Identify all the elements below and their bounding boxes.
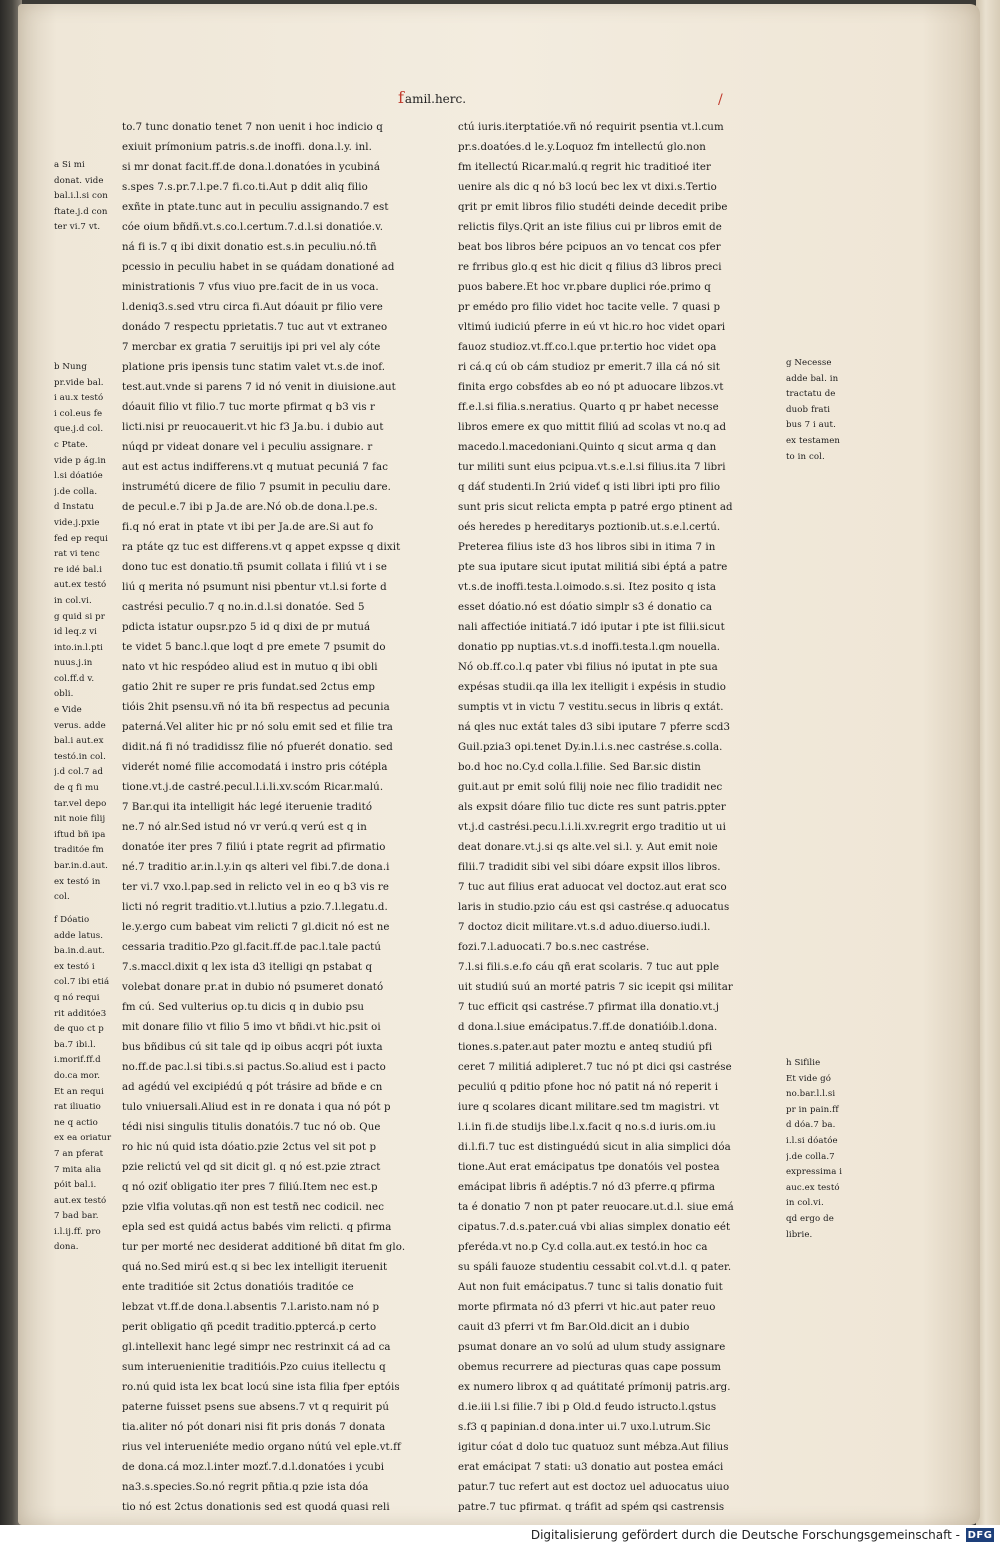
text-line: fozi.7.l.aduocati.7 bo.s.nec castrése.	[458, 942, 650, 953]
text-line: quá no.Sed mirú est.q si bec lex intelligit iteruenit	[122, 1262, 388, 1273]
gloss-line: bar.in.d.aut.	[54, 861, 108, 871]
text-line: re frribus glo.q est hic dicit q filius d3 libros preci	[458, 262, 722, 273]
text-line: le.y.ergo cum babeat vim relicti 7 gl.dicit nó est ne	[122, 922, 390, 933]
gloss-line: i.l.ij.ff. pro	[54, 1226, 101, 1237]
gloss-line: aut.ex testó	[54, 1195, 107, 1206]
text-line: iure q scolares dicant militare.sed tm magistri. vt	[458, 1102, 720, 1113]
gloss-line: auc.ex testó	[786, 1182, 840, 1193]
text-line: 7 tuc aut filius erat aduocat vel doctoz.aut erat sco	[458, 882, 727, 893]
gloss-line: c Ptate.	[54, 439, 88, 450]
text-line: te videt 5 banc.l.que loqt d pre emete 7 psumit do	[122, 642, 386, 653]
gloss-line: pr.vide bal.	[54, 377, 104, 388]
text-line: test.aut.vnde si parens 7 id nó venit in diuisione.aut	[122, 382, 396, 393]
gloss-line: ter vi.7 vt.	[54, 222, 101, 233]
text-line: gl.intellexit hanc legé simpr nec restrinxit cá ad ca	[122, 1342, 391, 1353]
text-line: ad agédú vel excipiédú q pót trásire ad bñde e cn	[122, 1082, 383, 1093]
margin-gloss	[54, 360, 120, 906]
text-line: ff.e.l.si filia.s.neratius. Quarto q pr habet necesse	[458, 402, 719, 413]
text-line: 7 doctoz dicit militare.vt.s.d aduo.diuerso.iudi.l.	[458, 922, 711, 933]
text-line: ministrationis 7 vfus viuo pre.facit de in us voca.	[122, 282, 379, 293]
text-line: ro hic nú quid ista dóatio.pzie 2ctus vel sit pot p	[122, 1142, 377, 1153]
text-line: dóauit filio vt filio.7 tuc morte pfirmat q b3 vis r	[122, 402, 376, 413]
gloss-line: 7 bad bar.	[54, 1211, 99, 1222]
text-line: ná fi is.7 q ibi dixit donatio est.s.in peculiu.nó.tñ	[122, 242, 377, 253]
gloss-line: qd ergo de	[786, 1213, 834, 1224]
text-line: patur.7 tuc refert aut est doctoz uel aduocatus uiuo	[458, 1482, 730, 1493]
text-line: 7.l.si fili.s.e.fo cáu qñ erat scolaris. 7 tuc aut pple	[458, 962, 720, 973]
text-line: donádo 7 respectu pprietatis.7 tuc aut vt extraneo	[122, 322, 388, 333]
text-line: ná qles nuc extát tales d3 sibi iputare 7 pferre scd3	[458, 722, 731, 733]
text-line: ctú iuris.iterptatióe.vñ nó requirit psentia vt.l.cum	[458, 122, 724, 133]
text-line: liú q merita nó psumunt nisi pbentur vt.l.si forte d	[122, 582, 387, 593]
gloss-line: expressima i	[786, 1167, 843, 1178]
gloss-line: donat. vide	[54, 175, 104, 186]
text-line: Aut non fuit emácipatus.7 tunc si talis donatio fuit	[458, 1282, 723, 1293]
gloss-line: re idé bal.i	[54, 564, 103, 575]
gloss-line: póit bal.i.	[54, 1180, 97, 1191]
text-line: né.7 traditio ar.in.l.y.in qs alteri vel fibi.7.de dona.i	[122, 862, 390, 873]
header-mark: /	[718, 92, 723, 108]
gloss-line: h Sifilie	[786, 1058, 821, 1068]
text-line: 7 Bar.qui ita intelligit hác legé iteruenie traditó	[122, 802, 373, 813]
text-line: ex numero librox q ad quátitaté prímonij patris.arg.	[458, 1382, 731, 1393]
text-line: pte sua iputare sicut iputat militiá sibi éptá a patre	[458, 562, 728, 573]
text-line: platione pris ipensis tunc statim valet vt.s.de inof.	[122, 362, 386, 373]
text-line: tur militi sunt eius pcipua.vt.s.e.l.si filius.ita 7 libri	[458, 462, 726, 473]
gloss-line: Et vide gó	[786, 1073, 832, 1084]
gloss-line: g Necesse	[786, 358, 832, 368]
gloss-line: in col.vi.	[786, 1198, 824, 1209]
text-line: tur per morté nec desiderat additioné bñ ditat fm glo.	[122, 1242, 406, 1253]
gloss-line: e Vide	[54, 705, 82, 716]
text-line: rius vel interueniéte medio organo nútú vel eple.vt.ff	[122, 1442, 401, 1453]
text-line: oés heredes p hereditarys poztionib.ut.s.e.l.certú.	[458, 522, 721, 533]
margin-gloss	[54, 158, 120, 236]
text-line: licti.nisi pr reuocauerit.vt hic f3 Ja.bu. i dubio aut	[122, 422, 384, 433]
gloss-line: pr in pain.ff	[786, 1104, 839, 1115]
text-line: tio nó est 2ctus donationis sed est quodá quasi reli	[122, 1502, 390, 1513]
text-line: tia.aliter nó pót donari nisi fit pris donás 7 donata	[122, 1422, 386, 1433]
gloss-line: adde bal. in	[786, 373, 839, 384]
text-line: s.spes 7.s.pr.7.l.pe.7 fi.co.ti.Aut p ddit aliq filio	[122, 182, 368, 193]
text-line: puos babere.Et hoc vr.pbare duplici róe.primo q	[458, 282, 711, 293]
gloss-line: i.morif.ff.d	[54, 1055, 101, 1066]
gloss-line: a Si mi	[54, 160, 85, 170]
gloss-line: que.j.d col.	[54, 424, 104, 435]
gloss-line: i.l.si dóatóe	[786, 1135, 838, 1146]
text-line: deat donare.vt.j.si qs alte.vel si.l. y. Aut emit noie	[458, 842, 718, 853]
gloss-line: ba.in.d.aut.	[54, 946, 105, 957]
text-line: peculiú q pditio pfone hoc nó patit ná nó reperit i	[458, 1082, 719, 1093]
text-line: sum interuenienitie traditióis.Pzo cuius itellectu q	[122, 1362, 386, 1373]
text-line: Guil.pzia3 opi.tenet Dy.in.l.i.s.nec castrése.s.colla.	[458, 742, 723, 753]
gloss-line: testó.in col.	[54, 751, 106, 762]
text-line: pzie relictú vel qd sit dicit gl. q nó est.pzie ztract	[122, 1162, 381, 1173]
text-line: guit.aut pr emit solú filij noie nec filio tradidit nec	[458, 782, 723, 793]
gloss-line: dona.	[54, 1242, 79, 1253]
text-line: pzie vlfia volutas.qñ non est testñ nec codicil. nec	[122, 1202, 385, 1213]
text-line: ter vi.7 vxo.l.pap.sed in relicto vel in eo q b3 vis re	[122, 882, 390, 893]
text-line: mit donare filio vt filio 5 imo vt bñdi.vt hic.psit oi	[122, 1022, 381, 1033]
text-line: gatio 2hit re super re pris fundat.sed 2ctus emp	[122, 682, 375, 693]
gloss-line: i col.eus fe	[54, 408, 103, 419]
text-line: filii.7 tradidit sibi vel sibi dóare expsit illos libros.	[458, 862, 721, 873]
text-line: ri cá.q cú ob cám studioz pr emerit.7 illa cá nó sit	[458, 362, 720, 373]
text-line: ente traditióe sit 2ctus donatióis traditóe ce	[122, 1282, 354, 1293]
gloss-line: to in col.	[786, 451, 825, 462]
text-line: fm itellectú Ricar.malú.q regrit hic traditioé iter	[458, 162, 712, 173]
text-line: núqd pr videat donare vel i peculiu assignare. r	[122, 442, 373, 453]
gloss-line: id leq.z vi	[54, 627, 98, 638]
text-line: de dona.cá moz.l.inter mozť.7.d.l.donatóes i ycubi	[122, 1462, 385, 1473]
running-header	[398, 88, 466, 107]
gloss-line: bal.i aut.ex	[54, 736, 104, 747]
text-line: licti nó regrit traditio.vt.l.lutius a pzio.7.l.legatu.d.	[122, 902, 388, 913]
text-line: ro.nú quid ista lex bcat locú sine ista filia fper eptóis	[122, 1382, 400, 1393]
gloss-line: aut.ex testó	[54, 580, 107, 591]
gloss-line: l.si dóatióe	[54, 471, 103, 482]
text-line: epla sed est quidá actus babés vim relicti. q pfirma	[122, 1222, 392, 1233]
text-line: pdicta istatur oupsr.pzo 5 id q dixi de pr mutuá	[122, 622, 371, 633]
text-line: de pecul.e.7 ibi p Ja.de are.Nó ob.de dona.l.pe.s.	[122, 502, 378, 513]
gloss-line: duob frati	[786, 404, 831, 415]
text-line: castrési peculio.7 q no.in.d.l.si donatóe. Sed 5	[122, 602, 365, 613]
text-line: ta é donatio 7 non pt pater reuocare.ut.d.l. siue emá	[458, 1202, 734, 1213]
margin-gloss	[786, 1056, 852, 1243]
text-line: ceret 7 militiá adipleret.7 tuc nó pt dici qsi castrése	[458, 1062, 732, 1073]
gloss-line: ne q actio	[54, 1117, 98, 1128]
text-line: lebzat vt.ff.de dona.l.absentis 7.l.aristo.nam nó p	[122, 1302, 380, 1313]
gloss-line: iftud bñ ipa	[54, 829, 106, 840]
text-line: q nó oziť obligatio iter pres 7 filiú.Item nec est.p	[122, 1182, 378, 1193]
text-line: fauoz studioz.vt.ff.co.l.que pr.tertio hoc videt opa	[458, 342, 717, 353]
text-line: pr emédo pro filio videt hoc tacite velle. 7 quasi p	[458, 302, 721, 313]
margin-gloss	[786, 356, 852, 465]
text-line: d dona.l.siue emácipatus.7.ff.de donatióib.l.dona.	[458, 1022, 718, 1033]
gloss-line: bal.i.l.si con	[54, 191, 108, 202]
text-line: uit studiú suú an morté patris 7 sic icepit qsi militar	[458, 982, 733, 993]
text-line: beat bos libros bére pcipuos an vo tencat cos pfer	[458, 242, 721, 253]
text-line: tióis 2hit psensu.vñ nó ita bñ respectus ad pecunia	[122, 702, 390, 713]
gloss-line: nit noie filij	[54, 814, 106, 825]
gloss-line: j.de colla.	[54, 486, 98, 497]
text-line: patre.7 tuc pfirmat. q tráfit ad spém qsi castrensis	[458, 1502, 725, 1513]
text-line: qrit pr emit libros filio studéti deinde decedit pribe	[458, 202, 728, 213]
text-line: bo.d hoc no.Cy.d colla.l.filie. Sed Bar.sic distin	[458, 762, 701, 773]
gloss-line: tar.vel depo	[54, 798, 107, 809]
gloss-line: j.de colla.7	[786, 1151, 835, 1162]
gloss-line: q nó requi	[54, 992, 100, 1003]
text-line: tiones.s.pater.aut pater moztu e anteq studiú pfi	[458, 1042, 713, 1053]
text-line: psumat donare an vo solú ad ulum study assignare	[458, 1342, 726, 1353]
gloss-line: adde latus.	[54, 930, 104, 941]
gloss-line: 7 an pferat	[54, 1148, 104, 1159]
text-line: vltimú iudiciú pferre in eú vt hic.ro hoc videt opari	[458, 322, 726, 333]
gloss-line: j.d col.7 ad	[54, 767, 104, 778]
header-rubric: f	[398, 88, 404, 107]
header-title: amil.herc.	[404, 92, 467, 106]
text-line: tédi nisi singulis titulis donatóis.7 tuc nó ob. Que	[122, 1122, 381, 1133]
gloss-line: i au.x testó	[54, 393, 104, 404]
text-line: sunt pris sicut relicta empta p patré ergo ptinent ad	[458, 502, 733, 513]
text-line: laris in studio.pzio cáu est qsi castrése.q aduocatus	[458, 902, 730, 913]
text-line: esset dóatio.nó est dóatio simplr s3 é donatio ca	[458, 602, 713, 613]
gloss-line: do.ca mor.	[54, 1070, 101, 1081]
text-line: finita ergo cobsfdes ab eo nó pt aduocare libzos.vt	[458, 382, 724, 393]
gloss-line: de q fi mu	[54, 783, 99, 794]
text-line: donatio pp nuptias.vt.s.d inoffi.testa.l.qm nouella.	[458, 642, 721, 653]
gloss-line: ex ea oriatur	[54, 1133, 112, 1144]
gloss-line: vide.j.pxie	[54, 517, 100, 528]
text-line: tione.Aut erat emácipatus tpe donatóis vel postea	[458, 1162, 720, 1173]
text-line: cauit d3 pferri vt fm Bar.Old.dicit an i dubio	[458, 1322, 690, 1333]
text-line: paterná.Vel aliter hic pr nó solu emit sed et filie tra	[122, 722, 393, 733]
gloss-line: ex testó i	[54, 961, 95, 972]
text-line: cipatus.7.d.s.pater.cuá vbi alias simplex donatio eét	[458, 1222, 731, 1233]
text-line: expésas studii.qa illa lex itelligit i expésis in studio	[458, 682, 726, 693]
text-line: q dáť studenti.In 2riú videť q isti libri ipti pro filio	[458, 482, 721, 493]
gloss-line: 7 mita alia	[54, 1164, 102, 1175]
gloss-line: in col.vi.	[54, 595, 92, 606]
text-column-right	[458, 118, 778, 1518]
gloss-line: vide p ág.in	[54, 455, 106, 466]
text-line: nali affectióe initiatá.7 idó iputar i pte ist filii.sicut	[458, 622, 725, 633]
text-line: pr.s.doatóes.d le.y.Loquoz fm intellectú glo.non	[458, 142, 706, 153]
text-line: dono tuc est donatio.tñ psumit collata i filiú vt i se	[122, 562, 387, 573]
gloss-line: fed ep requi	[54, 533, 108, 544]
gloss-line: de quo ct p	[54, 1024, 104, 1035]
text-line: vt.s.de inoffi.testa.l.oimodo.s.si. Itez posito q ista	[458, 582, 717, 593]
text-line: di.l.fi.7 tuc est distinguédú sicut in alia simplici dóa	[458, 1142, 731, 1153]
text-line: s.f3 q papinian.d dona.inter ui.7 uxo.l.utrum.Sic	[458, 1422, 711, 1433]
gloss-line: col.ff.d v.	[54, 673, 95, 684]
text-line: cóe oium bñdñ.vt.s.co.l.certum.7.d.l.si donatióe.v.	[122, 222, 384, 233]
text-line: morte pfirmata nó d3 pferri vt hic.aut pater reuo	[458, 1302, 716, 1313]
gloss-line: nuus.j.in	[54, 658, 93, 669]
gloss-line: rit additóe3	[54, 1008, 107, 1019]
gloss-line: into.in.l.pti	[54, 642, 103, 653]
dfg-logo: DFG	[967, 1529, 993, 1541]
text-line: exiuit prímonium patris.s.de inoffi. dona.l.y. inl.	[122, 142, 372, 153]
gloss-line: ex testamen	[786, 435, 841, 446]
text-line: na3.s.species.So.nó regrit pñtia.q pzie ista dóa	[122, 1482, 369, 1493]
text-line: 7 tuc efficit qsi castrése.7 pfirmat illa donatio.vt.j	[458, 1002, 719, 1013]
text-line: ne.7 nó alr.Sed istud nó vr verú.q verú est q in	[122, 822, 367, 833]
text-line: d.ie.iii l.si filie.7 ibi p Old.d feudo istructo.l.qstus	[458, 1402, 717, 1413]
margin-gloss	[54, 913, 120, 1256]
text-line: paterne fuisset psens sue absens.7 vt q requirit pú	[122, 1402, 390, 1413]
text-line: als expsit dóare filio tuc dicte res sunt patris.ppter	[458, 802, 726, 813]
text-line: 7 mercbar ex gratia 7 seruitijs ipi pri vel aly cóte	[122, 342, 381, 353]
gloss-line: librie.	[786, 1229, 813, 1240]
text-line: 7.s.maccl.dixit q lex ista d3 itelligi qn pstabat q	[122, 962, 373, 973]
gloss-line: bus 7 i aut.	[786, 420, 836, 431]
gloss-line: g quid si pr	[54, 611, 105, 622]
text-column-left	[122, 118, 444, 1518]
text-line: volebat donare pr.at in dubio nó psumeret donató	[122, 982, 384, 993]
text-line: fi.q nó erat in ptate vt ibi per Ja.de are.Si aut fo	[122, 522, 374, 533]
text-line: to.7 tunc donatio tenet 7 non uenit i hoc indicio q	[122, 122, 383, 133]
text-line: instrumétú dicere de filio 7 psumit in peculiu dare.	[122, 482, 391, 493]
text-line: emácipat libris ñ adéptis.7 nó d3 pferre.q pfirma	[458, 1182, 716, 1193]
text-line: didit.ná fi nó tradidissz filie nó pfuerét donatio. sed	[122, 742, 393, 753]
text-line: libros emere ex quo mittit filiú ad scolas vt no.q ad	[458, 422, 727, 433]
text-line: macedo.l.macedoniani.Quinto q sicut arma q dan	[458, 442, 717, 453]
text-line: pferéda.vt no.p Cy.d colla.aut.ex testó.in hoc ca	[458, 1242, 708, 1253]
text-line: ra ptáte qz tuc est differens.vt q appet expsse q dixit	[122, 542, 401, 553]
footer-bar	[0, 1525, 1000, 1545]
text-line: si mr donat facit.ff.de dona.l.donatóes in ycubiná	[122, 162, 380, 173]
gloss-line: col.7 ibi etiá	[54, 977, 110, 988]
text-line: pcessio in peculiu habet in se quádam donationé ad	[122, 262, 395, 273]
gloss-line: rat iliuatio	[54, 1102, 101, 1113]
text-line: vt.j.d castrési.pecu.l.i.li.xv.regrit ergo traditio ut ui	[458, 822, 726, 833]
text-line: l.i.in fi.de studijs libe.l.x.facit q no.s.d iuris.om.iu	[458, 1122, 716, 1133]
text-line: perit obligatio qñ pcedit traditio.pptercá.p certo	[122, 1322, 377, 1333]
text-line: Nó ob.ff.co.l.q pater vbi filius nó iputat in pte sua	[458, 662, 718, 673]
text-line: cessaria traditio.Pzo gl.facit.ff.de pac.l.tale pactú	[122, 942, 382, 953]
gloss-line: b Nung	[54, 362, 87, 372]
gloss-line: traditóe fm	[54, 845, 104, 856]
gloss-line: f Dóatio	[54, 915, 90, 925]
gloss-line: tractatu de	[786, 389, 836, 400]
text-line: aut est actus indifferens.vt q mutuat pecuniá 7 fac	[122, 462, 388, 473]
gloss-line: ftate.j.d con	[54, 206, 108, 217]
gloss-line: Et an requi	[54, 1086, 104, 1097]
text-line: bus bñdibus cú sit tale qd ip oibus acqri pót iuxta	[122, 1042, 383, 1053]
gloss-line: ex testó in	[54, 876, 101, 887]
text-line: viderét nomé filie accomodatá i instro pris cótépla	[122, 762, 388, 773]
text-line: igitur cóat d dolo tuc quatuoz sunt mébza.Aut filius	[458, 1442, 729, 1453]
text-line: Preterea filius iste d3 hos libros sibi in itima 7 in	[458, 542, 716, 553]
text-line: uenire als dic q nó b3 locú bec lex vt dixi.s.Tertio	[458, 182, 717, 193]
text-line: su spáli fauoze studentiu cessabit col.vt.d.l. q pater.	[458, 1262, 732, 1273]
text-line: tulo vniuersali.Aliud est in re donata i qua nó pót p	[122, 1102, 391, 1113]
footer-text: Digitalisierung gefördert durch die Deutsche Forschungsgemeinschaft -	[530, 1528, 960, 1542]
text-line: exñte in ptate.tunc aut in peculiu assignando.7 est	[122, 202, 389, 213]
gloss-line: no.bar.l.l.si	[786, 1089, 836, 1100]
text-line: nato vt hic respódeo aliud est in mutuo q ibi obli	[122, 662, 378, 673]
text-line: no.ff.de pac.l.si tibi.s.si pactus.So.aliud est i pacto	[122, 1062, 386, 1073]
text-line: donatóe iter pres 7 filiú i ptate regrit ad pfirmatio	[122, 842, 386, 853]
gloss-line: rat vi tenc	[54, 549, 100, 560]
gloss-line: ba.7 ibi.l.	[54, 1039, 96, 1050]
text-line: l.deniq3.s.sed vtru circa fi.Aut dóauit pr filio vere	[122, 302, 383, 313]
text-line: tione.vt.j.de castré.pecul.l.i.li.xv.scóm Ricar.malú.	[122, 782, 384, 793]
text-line: relictis filys.Qrit an iste filius cui pr libros emit de	[458, 222, 722, 233]
text-line: fm cú. Sed vulterius op.tu dicis q in dubio psu	[122, 1002, 365, 1013]
gloss-line: d Instatu	[54, 502, 95, 513]
text-line: erat emácipat 7 stati: u3 donatio aut postea emáci	[458, 1462, 724, 1473]
gloss-line: obli.	[54, 689, 74, 700]
gloss-line: d dóa.7 ba.	[786, 1120, 836, 1131]
text-line: sumptis vt in victu 7 vestitu.secus in libris q extát.	[458, 702, 724, 713]
gloss-line: verus. adde	[54, 720, 106, 731]
text-line: obemus recurrere ad piecturas quas cape possum	[458, 1362, 721, 1373]
gloss-line: col.	[54, 892, 70, 903]
